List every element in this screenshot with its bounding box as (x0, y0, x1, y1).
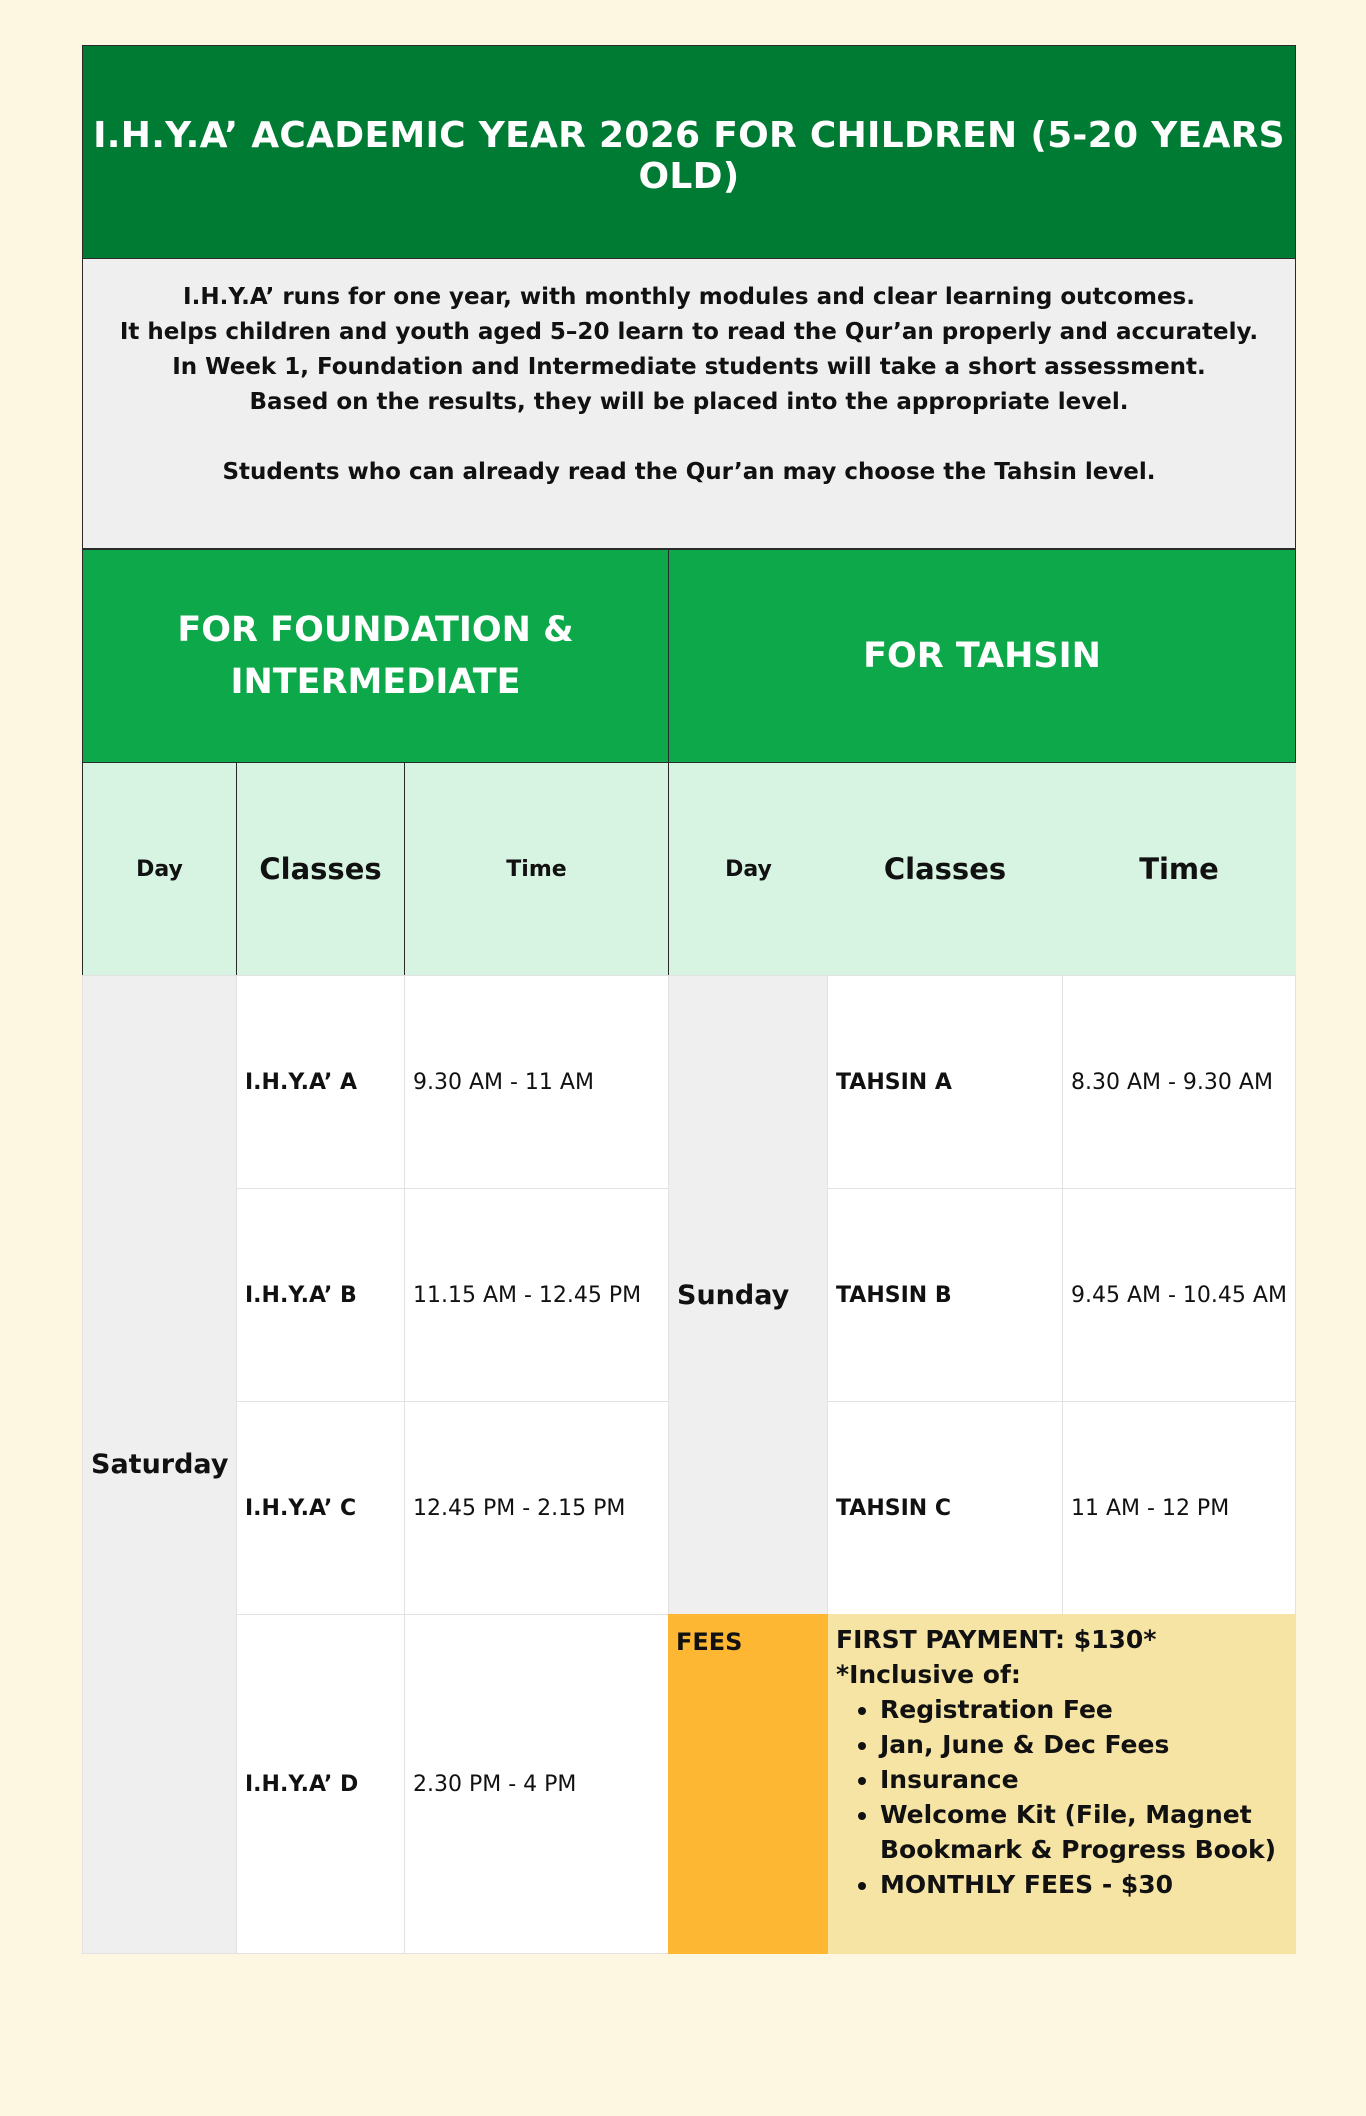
class-cell: TAHSIN A (827, 975, 1063, 1189)
page-title: I.H.Y.A’ ACADEMIC YEAR 2026 FOR CHILDREN (5-20 YEARS OLD) (93, 115, 1285, 197)
class-cell: I.H.Y.A’ D (236, 1614, 405, 1954)
intro-line: Based on the results, they will be placed into the appropriate level. (249, 389, 1129, 415)
class-cell: TAHSIN C (827, 1401, 1063, 1615)
time-cell: 8.30 AM - 9.30 AM (1062, 975, 1296, 1189)
class-cell: I.H.Y.A’ C (236, 1401, 405, 1615)
title-banner (82, 45, 1296, 258)
fees-details (828, 1614, 1296, 1954)
first-payment: FIRST PAYMENT: $130* (836, 1625, 1157, 1654)
intro-line: It helps children and youth aged 5–20 learn to read the Qur’an properly and accurately. (119, 319, 1259, 345)
time-cell: 11 AM - 12 PM (1062, 1401, 1296, 1615)
foundation-classes-header: Classes (236, 762, 405, 976)
fees-list-item: • Welcome Kit (File, Magnet Bookmark & Progress Book) (880, 1797, 1288, 1867)
inclusive-note: *Inclusive of: (836, 1660, 1021, 1689)
foundation-day-header: Day (82, 762, 237, 976)
time-cell: 11.15 AM - 12.45 PM (404, 1188, 669, 1402)
time-cell: 2.30 PM - 4 PM (404, 1614, 669, 1954)
schedule-sheet (82, 45, 1296, 1954)
fees-label: FEES (668, 1614, 828, 1954)
foundation-heading-line2: INTERMEDIATE (230, 662, 521, 702)
class-cell: I.H.Y.A’ A (236, 975, 405, 1189)
fees-list-item: • Registration Fee (880, 1692, 1288, 1727)
saturday-day-cell: Saturday (82, 975, 237, 1954)
fees-list-item: • Insurance (880, 1762, 1288, 1797)
tahsin-classes-header: Classes (828, 763, 1062, 975)
time-cell: 12.45 PM - 2.15 PM (404, 1401, 669, 1615)
intro-note: Students who can already read the Qur’an may choose the Tahsin level. (222, 459, 1156, 485)
intro-box (82, 258, 1296, 549)
tahsin-day-header: Day (669, 763, 828, 975)
foundation-heading (82, 549, 669, 763)
class-cell: I.H.Y.A’ B (236, 1188, 405, 1402)
fees-list-item: • Jan, June & Dec Fees (880, 1727, 1288, 1762)
tahsin-time-header: Time (1062, 763, 1296, 975)
foundation-time-header: Time (404, 762, 669, 976)
tahsin-heading: FOR TAHSIN (668, 549, 1296, 763)
time-cell: 9.30 AM - 11 AM (404, 975, 669, 1189)
intro-line: I.H.Y.A’ runs for one year, with monthly modules and clear learning outcomes. (183, 284, 1195, 310)
class-cell: TAHSIN B (827, 1188, 1063, 1402)
sunday-day-cell: Sunday (668, 975, 828, 1615)
foundation-heading-line1: FOR FOUNDATION & (177, 610, 574, 650)
fees-list (836, 1692, 1288, 1902)
schedule-table (82, 549, 1296, 1954)
time-cell: 9.45 AM - 10.45 AM (1062, 1188, 1296, 1402)
intro-line: In Week 1, Foundation and Intermediate students will take a short assessment. (172, 354, 1206, 380)
fees-list-item: • MONTHLY FEES - $30 (880, 1867, 1288, 1902)
